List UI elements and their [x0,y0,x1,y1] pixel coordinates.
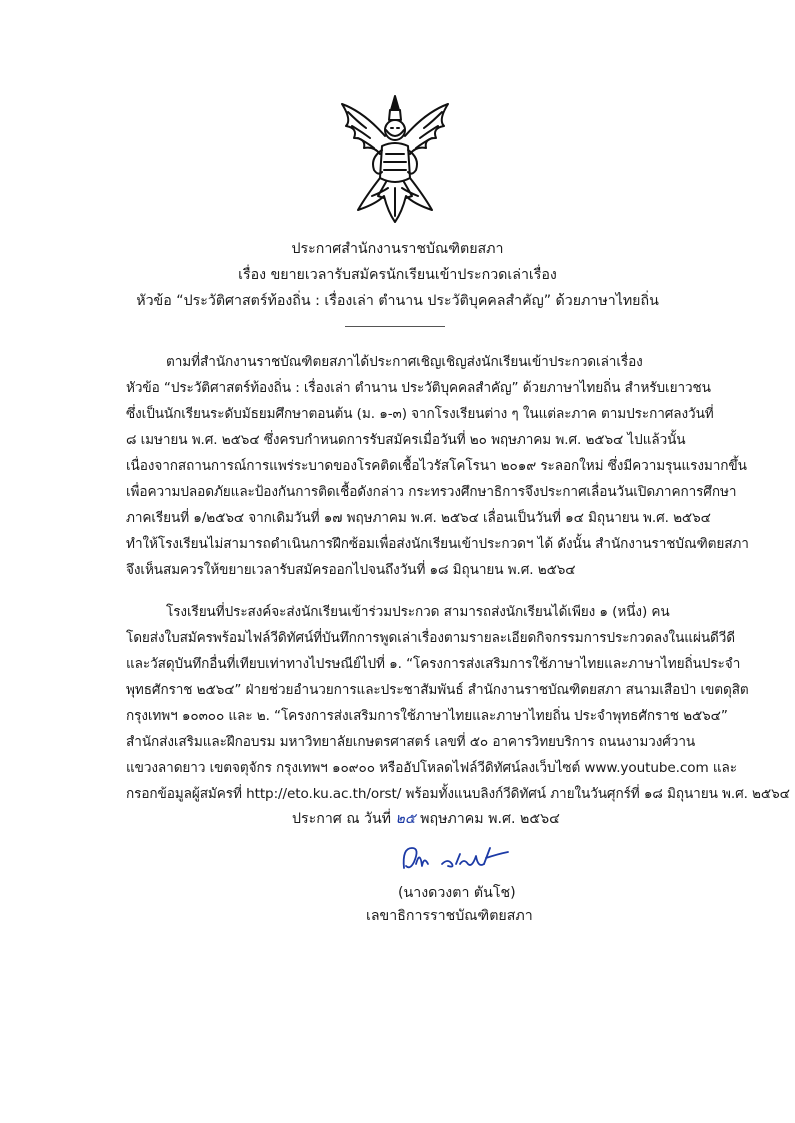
paragraph-line: ซึ่งเป็นนักเรียนระดับมัธยมศึกษาตอนต้น (ม. ๑-๓) จากโรงเรียนต่าง ๆ ในแต่ละภาค ตามประกาศลงวันที่ [126,406,714,422]
paragraph-line: ๘ เมษายน พ.ศ. ๒๕๖๔ ซึ่งครบกำหนดการรับสมัครเมื่อวันที่ ๒๐ พฤษภาคม พ.ศ. ๒๕๖๔ ไปแล้วนั้น [126,432,686,448]
paragraph-line: และวัสดุบันทึกอื่นที่เทียบเท่าทางไปรษณีย์ไปที่ ๑. “โครงการส่งเสริมการใช้ภาษาไทยและภาษาไทยถิ่นประจำ [126,656,741,672]
paragraph-line: พุทธศักราช ๒๕๖๔” ฝ่ายช่วยอำนวยการและประชาสัมพันธ์ สำนักงานราชบัณฑิตยสภา สนามเสือป่า เขตดุสิต [126,682,749,698]
paragraph-line: จึงเห็นสมควรให้ขยายเวลารับสมัครออกไปจนถึงวันที่ ๑๘ มิถุนายน พ.ศ. ๒๕๖๔ [126,562,576,578]
garuda-emblem-icon [336,92,454,230]
header-divider [345,326,445,327]
signatory-title: เลขาธิการราชบัณฑิตยสภา [366,908,533,924]
date-prefix: ประกาศ ณ วันที่ [292,811,392,827]
paragraph-line: สำนักส่งเสริมและฝึกอบรม มหาวิทยาลัยเกษตรศาสตร์ เลขที่ ๕๐ อาคารวิทยบริการ ถนนงามวงศ์วาน [126,734,696,750]
paragraph-line: ตามที่สำนักงานราชบัณฑิตยสภาได้ประกาศเชิญเชิญส่งนักเรียนเข้าประกวดเล่าเรื่อง [166,354,643,370]
paragraph-line: หัวข้อ “ประวัติศาสตร์ท้องถิ่น : เรื่องเล่า ตำนาน ประวัติบุคคลสำคัญ” ด้วยภาษาไทยถิ่น สำหรับเยาวชน [126,380,711,396]
announcement-subject: เรื่อง ขยายเวลารับสมัครนักเรียนเข้าประกวดเล่าเรื่อง [238,267,557,283]
paragraph-line: โรงเรียนที่ประสงค์จะส่งนักเรียนเข้าร่วมประกวด สามารถส่งนักเรียนได้เพียง ๑ (หนึ่ง) คน [166,604,670,620]
paragraph-line: กรอกข้อมูลผู้สมัครที่ http://eto.ku.ac.th/orst/ พร้อมทั้งแนบลิงก์วีดิทัศน์ ภายในวันศุกร์ที่ ๑๘ มิถุนายน พ.ศ. ๒๕๖๔ [126,786,790,802]
handwritten-signature-icon [398,840,518,876]
paragraph-line: กรุงเทพฯ ๑๐๓๐๐ และ ๒. “โครงการส่งเสริมการใช้ภาษาไทยและภาษาไทยถิ่น ประจำพุทธศักราช ๒๕๖๔” [126,708,728,724]
date-day: ๒๕ [395,811,416,827]
signatory-name: (นางดวงตา ตันโช) [398,885,516,901]
announcement-topic: หัวข้อ “ประวัติศาสตร์ท้องถิ่น : เรื่องเล่า ตำนาน ประวัติบุคคลสำคัญ” ด้วยภาษาไทยถิ่น [136,293,659,309]
paragraph-line: ทำให้โรงเรียนไม่สามารถดำเนินการฝึกซ้อมเพื่อส่งนักเรียนเข้าประกวดฯ ได้ ดังนั้น สำนักงานราชบัณฑิตยสภา [126,536,749,552]
paragraph-line: โดยส่งใบสมัครพร้อมไฟล์วีดิทัศน์ที่บันทึกการพูดเล่าเรื่องตามรายละเอียดกิจกรรมการประกวดลงในแผ่นดีวีดี [126,630,735,646]
paragraph-line: เพื่อความปลอดภัยและป้องกันการติดเชื้อดังกล่าว กระทรวงศึกษาธิการจึงประกาศเลื่อนวันเปิดภาคการศึกษา [126,484,737,500]
paragraph-line: เนื่องจากสถานการณ์การแพร่ระบาดของโรคติดเชื้อไวรัสโคโรนา ๒๐๑๙ ระลอกใหม่ ซึ่งมีความรุนแรงมากขึ้น [126,458,747,474]
date-month-year: พฤษภาคม พ.ศ. ๒๕๖๔ [420,811,560,827]
paragraph-line: ภาคเรียนที่ ๑/๒๕๖๔ จากเดิมวันที่ ๑๗ พฤษภาคม พ.ศ. ๒๕๖๔ เลื่อนเป็นวันที่ ๑๔ มิถุนายน พ.ศ. ๒๕๖๔ [126,510,711,526]
announcement-heading: ประกาศสำนักงานราชบัณฑิตยสภา [291,241,504,257]
paragraph-line: แขวงลาดยาว เขตจตุจักร กรุงเทพฯ ๑๐๙๐๐ หรืออัปโหลดไฟล์วีดิทัศน์ลงเว็บไซต์ www.youtube.com และ [126,760,737,776]
announcement-date [292,808,560,830]
